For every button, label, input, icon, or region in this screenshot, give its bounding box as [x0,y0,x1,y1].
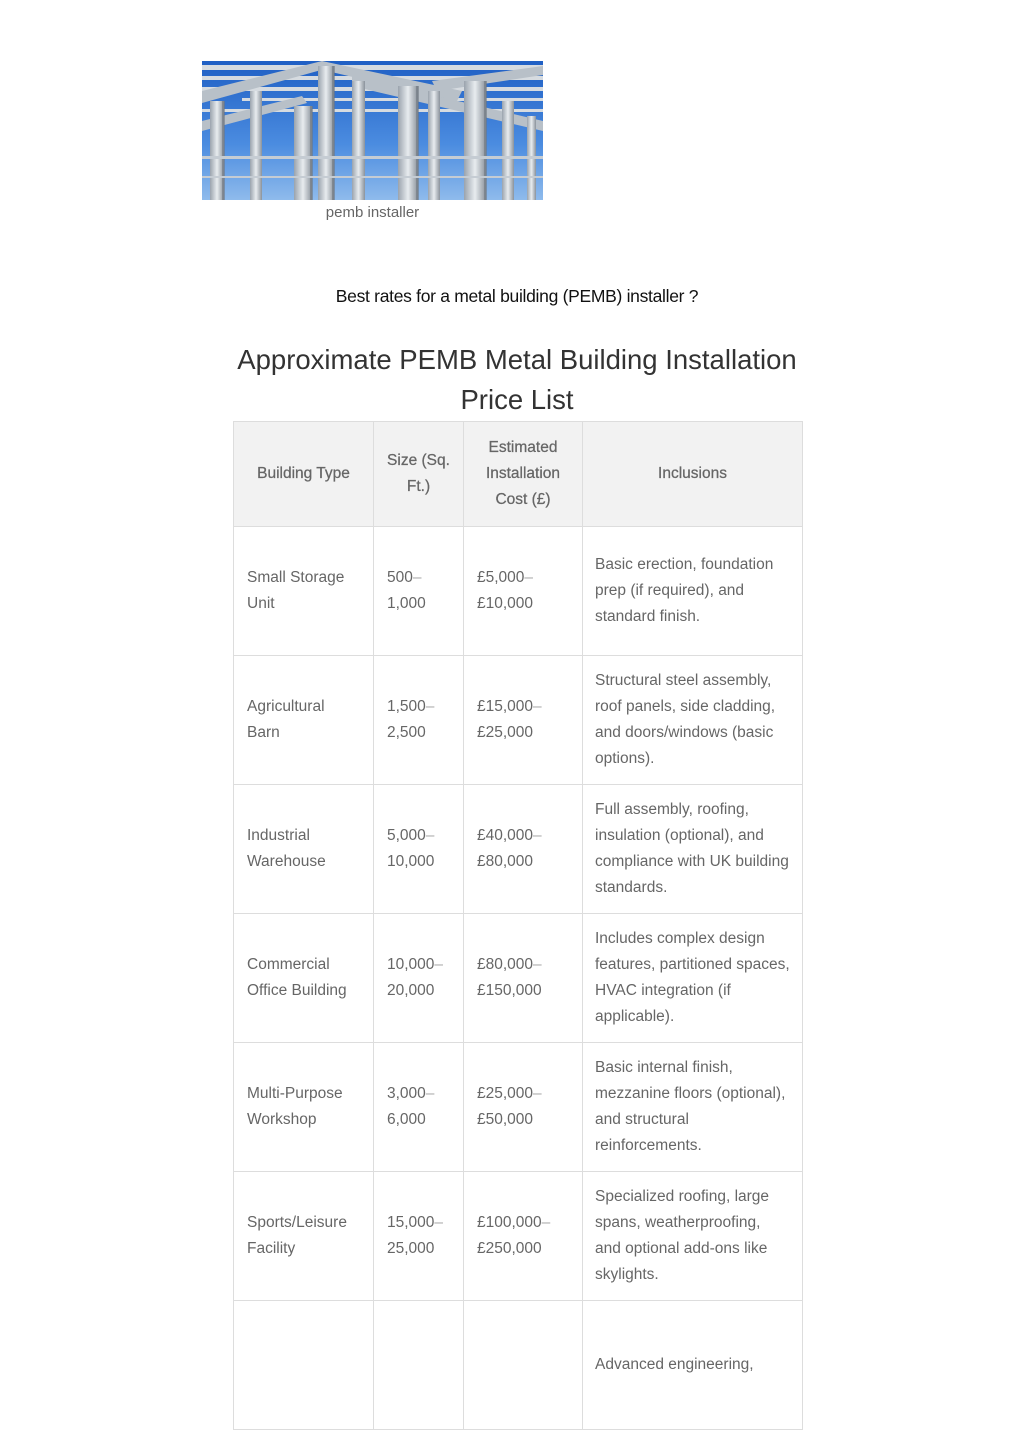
table-row [234,1301,803,1430]
range-dash: – [434,1214,444,1231]
range-dash: – [425,827,435,844]
inclusions-text: Advanced engineering, [595,1356,754,1373]
header-cost: Estimated Installation Cost (£) [464,422,583,527]
size-to: 20,000 [387,982,435,999]
cell-size [374,1172,464,1301]
size-from: 1,500 [387,698,426,715]
cell-cost [464,785,583,914]
price-table [233,421,803,1430]
table-row [234,785,803,914]
size-to: 6,000 [387,1111,426,1128]
cell-cost [464,656,583,785]
range-dash: – [524,569,534,586]
size-to: 10,000 [387,853,435,870]
cell-size [374,527,464,656]
building-type-text: Sports/Leisure Facility [247,1214,347,1257]
cell-cost [464,1172,583,1301]
range-dash: – [533,956,542,973]
cell-size [374,1043,464,1172]
table-row [234,1172,803,1301]
price-table-container [233,421,803,1373]
size-from: 3,000 [387,1085,426,1102]
table-row [234,1043,803,1172]
inclusions-text: Includes complex design features, partitioned spaces, HVAC integration (if applicable). [595,930,790,1025]
header-inclusions: Inclusions [583,422,803,527]
cell-inclusions [583,1301,803,1430]
cost-from: £80,000 [477,956,534,973]
cell-building-type [234,1301,374,1430]
cost-to: £10,000 [477,595,534,612]
range-dash: – [412,569,422,586]
cell-building-type [234,914,374,1043]
cell-building-type [234,1172,374,1301]
inclusions-text: Specialized roofing, large spans, weatherproofing, and optional add-ons like skylights. [595,1188,770,1283]
table-row [234,527,803,656]
building-type-text: Multi-Purpose Workshop [247,1085,343,1128]
cell-cost [464,1301,583,1430]
size-from: 500 [387,569,413,586]
cell-size [374,785,464,914]
range-dash: – [541,1214,551,1231]
size-to: 1,000 [387,595,426,612]
cell-inclusions [583,914,803,1043]
cost-to: £25,000 [477,724,534,741]
header-size: Size (Sq. Ft.) [374,422,464,527]
cell-inclusions [583,1172,803,1301]
cell-cost [464,527,583,656]
size-from: 15,000 [387,1214,435,1231]
size-from: 5,000 [387,827,426,844]
range-dash: – [425,1085,435,1102]
cell-building-type [234,527,374,656]
cost-to: £50,000 [477,1111,534,1128]
cell-inclusions [583,527,803,656]
range-dash: – [533,827,542,844]
cost-to: £150,000 [477,982,542,999]
inclusions-text: Basic erection, foundation prep (if required), and standard finish. [595,556,774,625]
cost-from: £40,000 [477,827,534,844]
inclusions-text: Basic internal finish, mezzanine floors (optional), and structural reinforcements. [595,1059,786,1154]
cell-inclusions [583,785,803,914]
range-dash: – [533,698,542,715]
building-type-text: Small Storage Unit [247,569,345,612]
steel-frame-photo [202,61,543,200]
size-to: 25,000 [387,1240,435,1257]
inclusions-text: Full assembly, roofing, insulation (optional), and compliance with UK building standards. [595,801,789,896]
figure [202,61,543,222]
cell-size [374,656,464,785]
cost-from: £100,000 [477,1214,542,1231]
building-type-text: Industrial Warehouse [247,827,326,870]
cell-size [374,1301,464,1430]
size-to: 2,500 [387,724,426,741]
cost-from: £5,000 [477,569,525,586]
table-row [234,656,803,785]
range-dash: – [425,698,435,715]
page-title: Approximate PEMB Metal Building Installation Price List [237,344,797,415]
subheading: Best rates for a metal building (PEMB) installer ? [335,286,699,306]
inclusions-text: Structural steel assembly, roof panels, side cladding, and doors/windows (basic options). [595,672,776,767]
table-header-row [234,422,803,527]
cell-cost [464,914,583,1043]
cost-from: £25,000 [477,1085,534,1102]
cost-to: £80,000 [477,853,534,870]
range-dash: – [434,956,444,973]
size-from: 10,000 [387,956,435,973]
building-type-text: Agricultural Barn [247,698,325,741]
range-dash: – [533,1085,542,1102]
cost-to: £250,000 [477,1240,542,1257]
building-type-text: Commercial Office Building [247,956,347,999]
cost-from: £15,000 [477,698,534,715]
cell-inclusions [583,1043,803,1172]
cell-cost [464,1043,583,1172]
cell-inclusions [583,656,803,785]
table-row [234,914,803,1043]
figure-caption: pemb installer [325,204,420,221]
cell-building-type [234,1043,374,1172]
cell-size [374,914,464,1043]
cell-building-type [234,656,374,785]
header-building-type: Building Type [234,422,374,527]
cell-building-type [234,785,374,914]
